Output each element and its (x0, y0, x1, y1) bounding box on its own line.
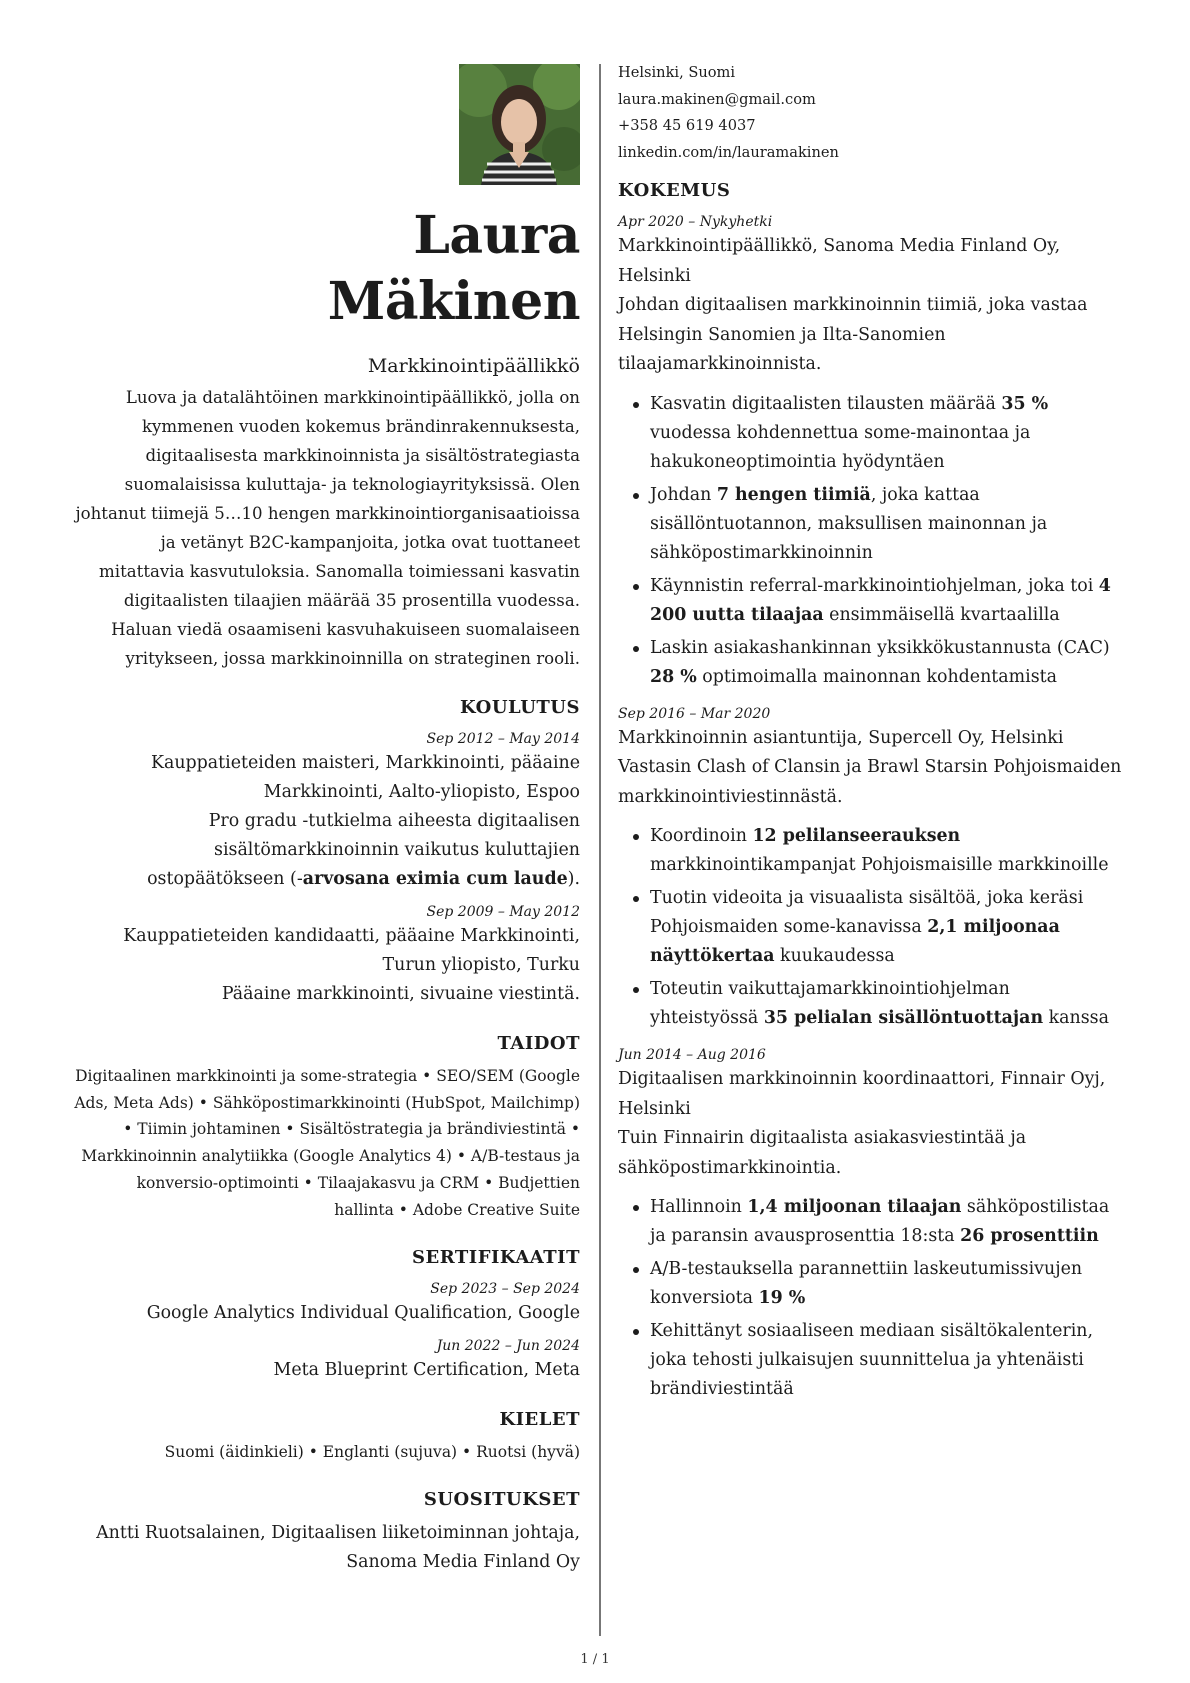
achievement-item (650, 1193, 1123, 1251)
achievement-highlight: 1,4 miljoonan tilaajan (747, 1197, 962, 1217)
achievement-item (650, 822, 1123, 880)
achievement-highlight: 4 200 uutta tilaajaa (650, 575, 1111, 625)
education-date: Sep 2012 – May 2014 (426, 731, 580, 747)
job-entry (618, 212, 1123, 692)
achievement-text: markkinointikampanjat Pohjoismaisille markkinoille (650, 855, 1109, 875)
job-entry (618, 704, 1123, 1034)
achievement-text: sähköpostilistaa ja paransin avausprosenttia 18:sta (650, 1197, 1110, 1246)
job-title: Markkinointipäällikkö (367, 355, 580, 377)
achievement-highlight: 35 % (1001, 393, 1049, 414)
achievement-text: A/B-testauksella parannettiin laskeutumissivujen konversiota (650, 1259, 1083, 1308)
last-name: Mäkinen (327, 271, 580, 332)
achievement-text: Johdan (650, 484, 717, 505)
achievement-item (650, 390, 1123, 477)
achievement-item (650, 634, 1123, 692)
profile-summary: Luova ja datalähtöinen markkinointipäällikkö, jolla on kymmenen vuoden kokemus brändinrakennuksesta, digitaalisesta markkinoinnista ja sisältöstrategiasta suomalaisissa kuluttaja- ja teknologiayrityksissä. Olen johtanut tiimejä 5…10 hengen markkinointiorganisaatioissa ja vetänyt B2C-kampanjoita, jotka ovat tuottaneet mitattavia kasvutuloksia. Sanomalla toimiessani kasvatin digitaalisten tilaajien määrää 35 prosentilla vuodessa. Haluan viedä osaamiseni kasvuhakuiseen suomalaiseen yritykseen, jossa markkinoinnilla on strateginen rooli. (75, 388, 580, 668)
education-note-text: Pro gradu -tutkielma aiheesta digitaalisen sisältömarkkinoinnin vaikutus kuluttajien ostopäätökseen (- (147, 811, 580, 889)
languages-heading: KIELET (499, 1409, 580, 1431)
job-description: Tuin Finnairin digitaalista asiakasviestintää ja sähköpostimarkkinointia. (618, 1128, 1027, 1178)
references-text: Antti Ruotsalainen, Digitaalisen liiketoiminnan johtaja, Sanoma Media Finland Oy (96, 1523, 580, 1573)
job-achievements (618, 1193, 1123, 1404)
achievement-item (650, 481, 1123, 568)
certificate-date: Sep 2023 – Sep 2024 (430, 1281, 580, 1298)
education-date: Sep 2009 – May 2012 (426, 904, 580, 920)
job-description: Vastasin Clash of Clansin ja Brawl Starsin Pohjoismaiden markkinointiviestinnästä. (618, 757, 1122, 807)
achievement-text: Kasvatin digitaalisten tilausten määrää (650, 393, 1002, 414)
achievement-item (650, 1317, 1123, 1404)
job-description: Johdan digitaalisen markkinoinnin tiimiä, joka vastaa Helsingin Sanomien ja Ilta-Sanomien tilaajamarkkinoinnista. (618, 295, 1088, 374)
languages-list: Suomi (äidinkieli) • Englanti (sujuva) • Ruotsi (hyvä) (164, 1443, 580, 1462)
job-date: Jun 2014 – Aug 2016 (618, 1047, 766, 1063)
column-divider (599, 64, 601, 1636)
education-grade: arvosana eximia cum laude (302, 869, 568, 889)
achievement-text: Tuotin videoita ja visuaalista sisältöä, joka keräsi Pohjoismaiden some-kanavissa (650, 888, 1084, 937)
experience-heading: KOKEMUS (618, 180, 731, 201)
certificate-item (74, 1279, 580, 1328)
certificate-name: Meta Blueprint Certification, Meta (273, 1360, 580, 1381)
contact-email[interactable]: laura.makinen@gmail.com (618, 90, 816, 108)
achievement-text: Hallinnoin (650, 1197, 748, 1217)
contact-linkedin[interactable]: linkedin.com/in/lauramakinen (618, 143, 839, 161)
job-title: Markkinoinnin asiantuntija, Supercell Oy, Helsinki (618, 727, 1064, 748)
education-note: Pääaine markkinointi, sivuaine viestintä. (221, 984, 580, 1004)
achievement-text: Kehittänyt sosiaaliseen mediaan sisältökalenterin, joka tehosti julkaisujen suunnittelua ja yhtenäisti brändiviestintää (650, 1321, 1094, 1399)
person-name (74, 203, 580, 335)
achievement-highlight: 7 hengen tiimiä (716, 484, 871, 505)
achievement-text: Käynnistin referral-markkinointiohjelman, joka toi (650, 575, 1099, 596)
achievement-text: Laskin asiakashankinnan yksikkökustannusta (CAC) (650, 637, 1110, 658)
portrait-image (459, 64, 580, 185)
achievement-item (650, 975, 1123, 1033)
page-number: 1 / 1 (580, 1652, 610, 1667)
achievement-text: , joka kattaa sisällöntuotannon, maksullisen mainonnan ja sähköpostimarkkinoinnin (650, 484, 1048, 563)
achievement-text: optimoimalla mainonnan kohdentamista (696, 666, 1057, 687)
profile-photo (459, 64, 580, 185)
achievement-highlight: 35 pelialan sisällöntuottajan (763, 1008, 1044, 1028)
achievement-text: kuukaudessa (774, 946, 895, 966)
education-heading: KOULUTUS (460, 697, 580, 718)
achievement-text: Toteutin vaikuttajamarkkinointiohjelman yhteistyössä (650, 979, 1010, 1028)
achievement-item (650, 1255, 1123, 1313)
references-heading: SUOSITUKSET (423, 1489, 580, 1511)
certificate-date: Jun 2022 – Jun 2024 (436, 1338, 580, 1355)
achievement-item (650, 572, 1123, 630)
certificates-heading: SERTIFIKAATIT (412, 1247, 580, 1269)
achievement-highlight: 26 prosenttiin (960, 1226, 1099, 1246)
achievement-highlight: 12 pelilanseerauksen (752, 826, 961, 846)
achievement-highlight: 28 % (650, 666, 697, 687)
job-achievements (618, 822, 1123, 1033)
contact-info (618, 60, 1123, 166)
achievement-highlight: 2,1 miljoonaa näyttökertaa (650, 917, 1060, 966)
certificate-item (74, 1336, 580, 1385)
job-title: Digitaalisen markkinoinnin koordinaattori, Finnair Oyj, Helsinki (618, 1069, 1106, 1119)
job-achievements (618, 390, 1123, 692)
education-item (74, 729, 580, 894)
skills-list: Digitaalinen markkinointi ja some-strategia • SEO/SEM (Google Ads, Meta Ads) • Sähköpostimarkkinointi (HubSpot, Mailchimp) • Tiimin johtaminen • Sisältöstrategia ja brändiviestintä • Markkinoinnin analytiikka (Google Analytics 4) • A/B-testaus ja konversio-optimointi • Tilaajakasvu ja CRM • Budjettien hallinta • Adobe Creative Suite (74, 1067, 580, 1219)
contact-phone[interactable]: +358 45 619 4037 (618, 117, 756, 134)
achievement-text: Koordinoin (650, 826, 753, 846)
skills-heading: TAIDOT (497, 1033, 580, 1054)
achievement-text: vuodessa kohdennettua some-mainontaa ja hakukoneoptimointia hyödyntäen (650, 422, 1031, 472)
education-item (74, 902, 580, 1009)
job-entry (618, 1045, 1123, 1404)
achievement-text: ensimmäisellä kvartaalilla (823, 604, 1060, 625)
left-column (74, 64, 580, 1577)
education-degree: Kauppatieteiden kandidaatti, pääaine Markkinointi, Turun yliopisto, Turku (123, 926, 580, 975)
education-degree: Kauppatieteiden maisteri, Markkinointi, pääaine Markkinointi, Aalto-yliopisto, Espoo (150, 753, 580, 802)
job-title: Markkinointipäällikkö, Sanoma Media Finland Oy, Helsinki (618, 236, 1061, 286)
education-note (74, 807, 580, 894)
certificate-name: Google Analytics Individual Qualification, Google (146, 1303, 580, 1324)
education-note-end: ). (567, 869, 580, 889)
job-date: Apr 2020 – Nykyhetki (618, 214, 773, 230)
contact-location: Helsinki, Suomi (618, 64, 736, 81)
first-name: Laura (413, 205, 580, 266)
achievement-item (650, 884, 1123, 971)
achievement-highlight: 19 % (758, 1288, 806, 1308)
achievement-text: kanssa (1043, 1008, 1109, 1028)
job-date: Sep 2016 – Mar 2020 (618, 705, 771, 722)
right-column (618, 60, 1123, 1408)
